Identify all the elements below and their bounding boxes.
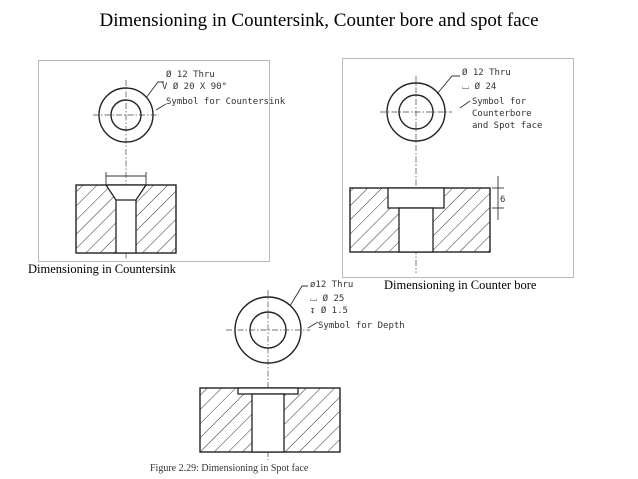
countersink-angle-label: V Ø 20 X 90° (162, 82, 228, 92)
page-title: Dimensioning in Countersink, Counter bore and spot face (99, 10, 539, 31)
spotface-hole-label: ø12 Thru (310, 280, 354, 290)
spotface-drawing (150, 270, 434, 475)
counterbore-symbol-label-3: and Spot face (472, 121, 543, 131)
counterbore-caption: Dimensioning in Counter bore (384, 278, 537, 292)
countersink-symbol-label: Symbol for Countersink (166, 97, 286, 107)
countersink-drawing (38, 60, 286, 262)
counterbore-symbol-label-2: Counterbore (472, 109, 532, 119)
counterbore-bore-label: ⌴ Ø 24 (462, 82, 497, 92)
counterbore-depth-label: 6 (500, 195, 506, 205)
countersink-hole-label: Ø 12 Thru (166, 70, 215, 80)
spotface-figure-caption: Figure 2.29: Dimensioning in Spot face (150, 463, 309, 474)
counterbore-symbol-label-1: Symbol for (472, 97, 527, 107)
counterbore-hole-label: Ø 12 Thru (462, 68, 511, 78)
counterbore-drawing (342, 58, 574, 278)
spotface-bore-label: ⌴ Ø 25 (310, 294, 345, 304)
countersink-caption: Dimensioning in Countersink (28, 262, 176, 276)
spotface-depth-label: ↧ Ø 1.5 (310, 306, 348, 316)
spotface-symbol-label: Symbol for Depth (318, 321, 405, 331)
